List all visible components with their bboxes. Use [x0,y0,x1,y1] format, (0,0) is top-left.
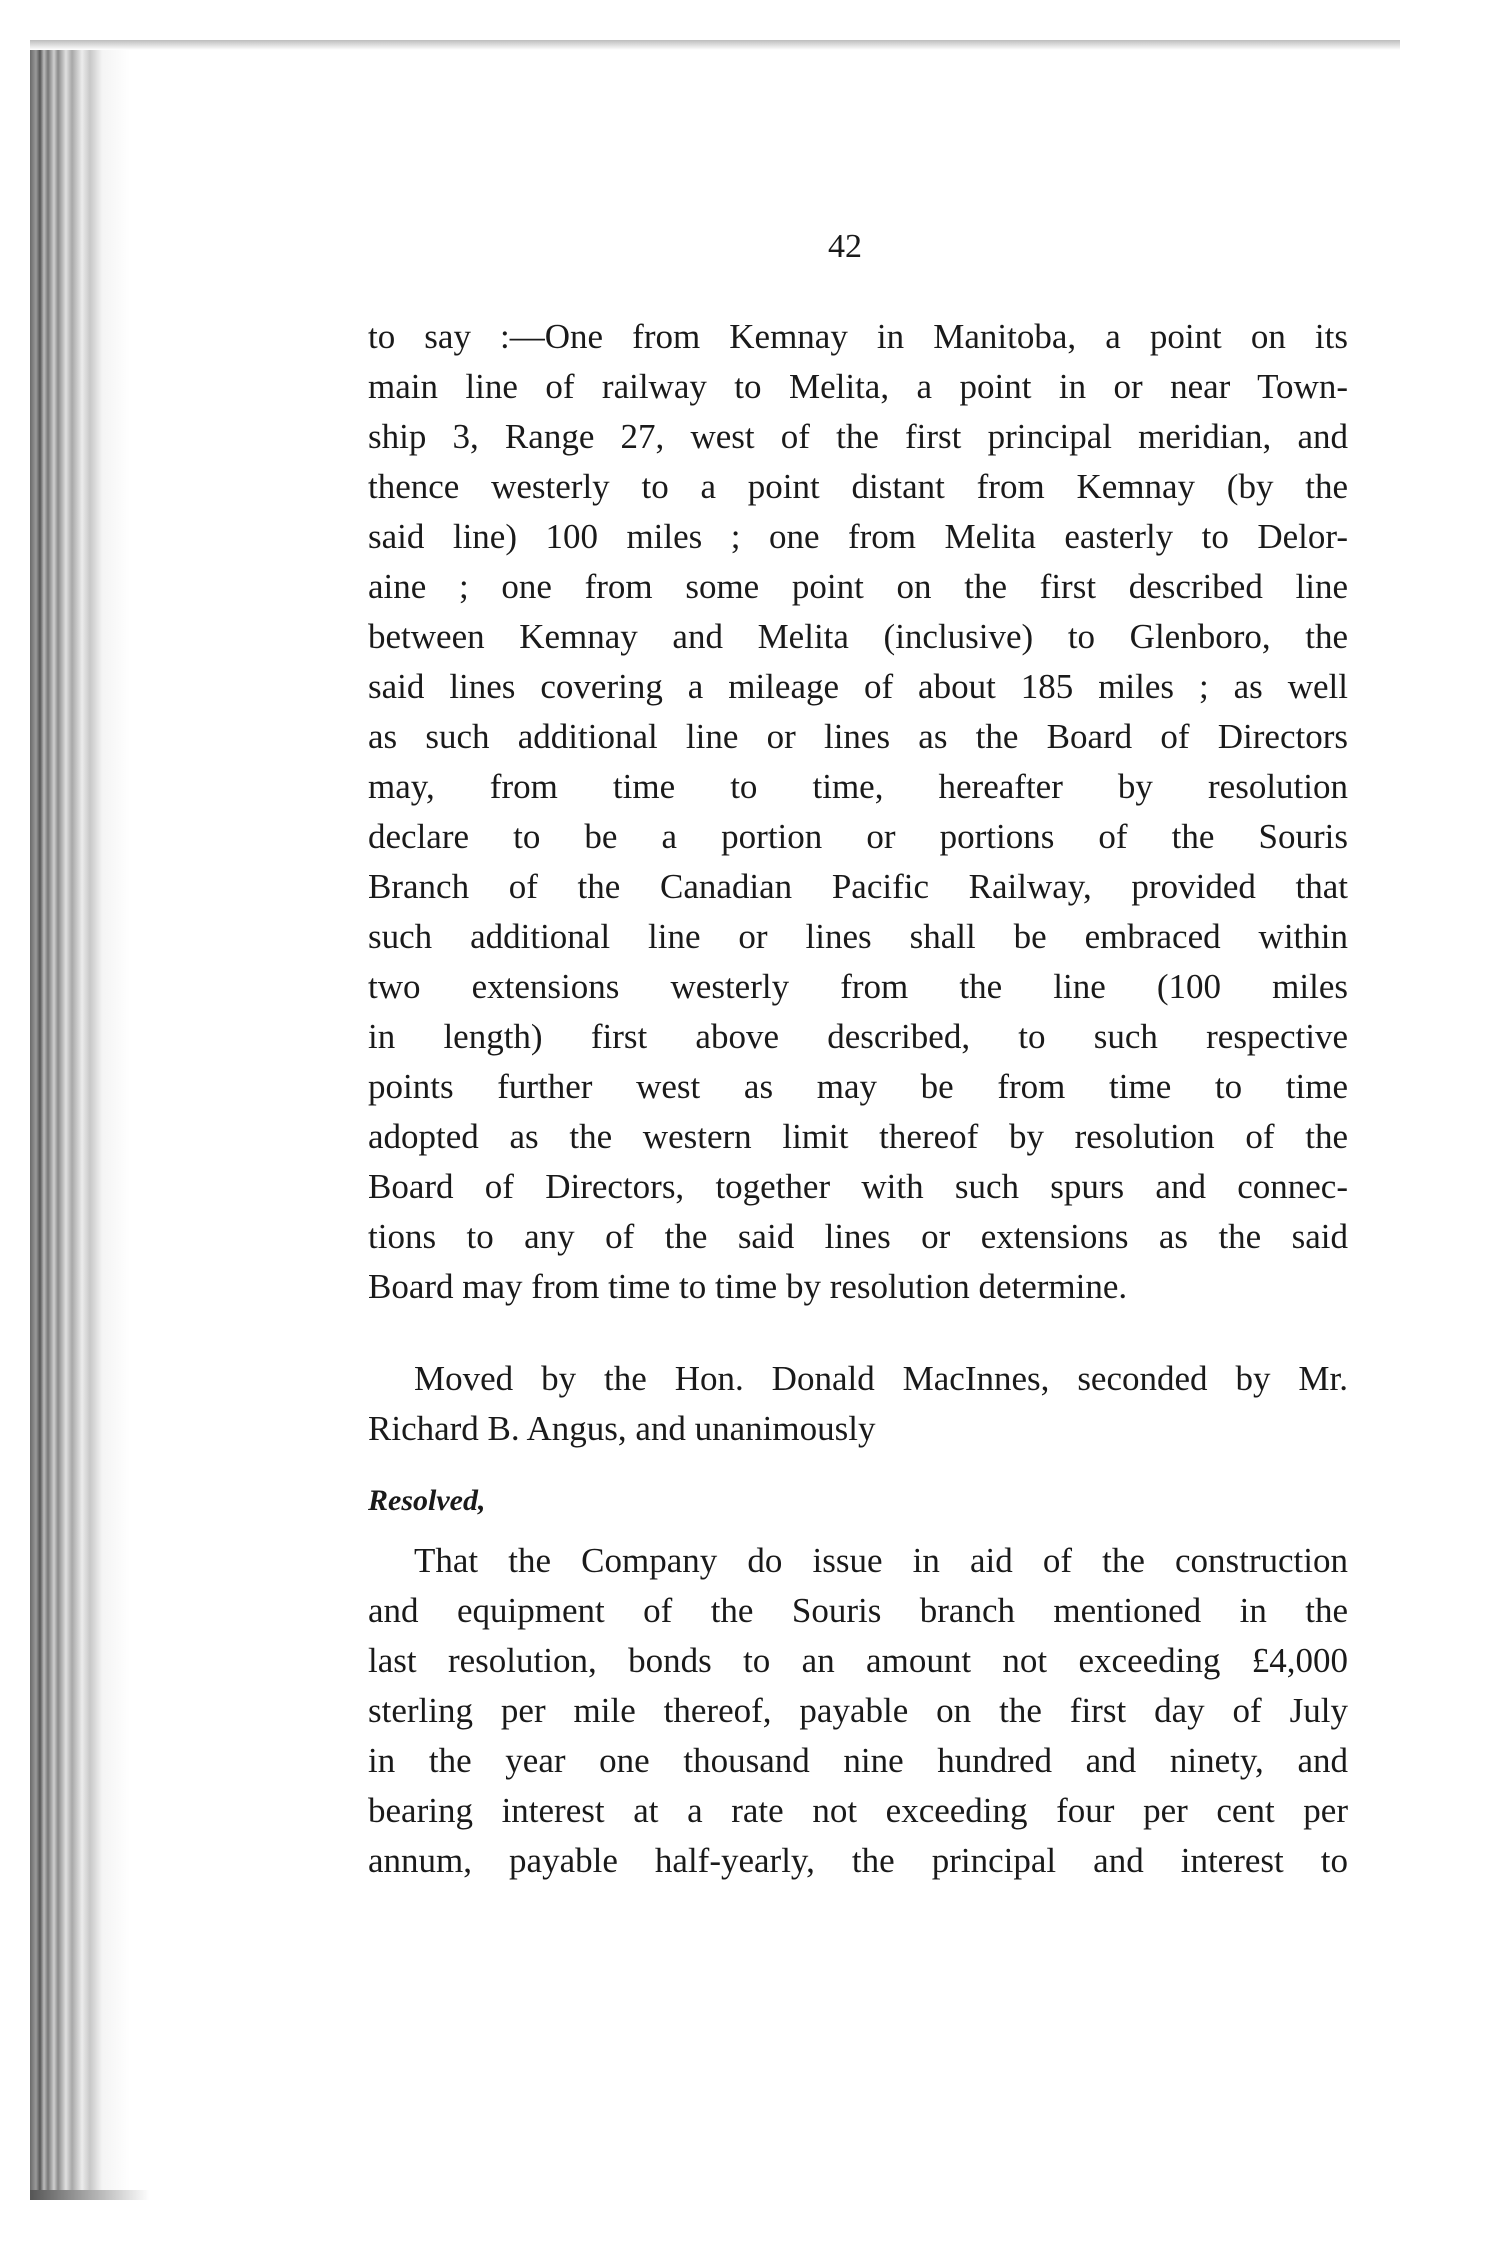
text-line: Moved by the Hon. Donald MacInnes, seconded by Mr. [414,1359,1348,1398]
page-top-edge [30,40,1400,50]
text-line: Board may from time to time by resolution determine. [368,1267,1128,1306]
text-line: as such additional line or lines as the Board of Directors [368,717,1348,756]
text-line: to say :—One from Kemnay in Manitoba, a point on its [368,317,1348,356]
paragraph-spacer [368,1312,1348,1354]
text-line: main line of railway to Melita, a point in or near Town- [368,367,1348,406]
text-line: tions to any of the said lines or extensions as the said [368,1217,1348,1256]
text-line: annum, payable half-yearly, the principal and interest to [368,1841,1348,1880]
text-line: ship 3, Range 27, west of the first principal meridian, and [368,417,1348,456]
text-line: bearing interest at a rate not exceeding four per cent per [368,1791,1348,1830]
paragraph-resolution [368,1536,1348,1886]
text-line: sterling per mile thereof, payable on the first day of July [368,1691,1348,1730]
paragraph-spacer [368,1454,1348,1476]
page-edge-shadow [30,40,130,2200]
text-line: said line) 100 miles ; one from Melita easterly to Delor- [368,517,1348,556]
text-line: Board of Directors, together with such spurs and connec- [368,1167,1348,1206]
resolved-heading: Resolved, [368,1484,486,1517]
text-line: points further west as may be from time to time [368,1067,1348,1106]
page-bottom-edge [30,2190,150,2200]
text-line: declare to be a portion or portions of the Souris [368,817,1348,856]
text-line: That the Company do issue in aid of the construction [414,1541,1348,1580]
text-line: last resolution, bonds to an amount not exceeding £4,000 [368,1641,1348,1680]
paragraph-motion [368,1354,1348,1454]
text-line: said lines covering a mileage of about 185 miles ; as well [368,667,1348,706]
text-line: two extensions westerly from the line (100 miles [368,967,1348,1006]
text-line: adopted as the western limit thereof by resolution of the [368,1117,1348,1156]
text-line: Richard B. Angus, and unanimously [368,1409,876,1448]
text-line: such additional line or lines shall be embraced within [368,917,1348,956]
text-line: and equipment of the Souris branch mentioned in the [368,1591,1348,1630]
text-line: in the year one thousand nine hundred and ninety, and [368,1741,1348,1780]
text-line: may, from time to time, hereafter by resolution [368,767,1348,806]
text-line: between Kemnay and Melita (inclusive) to Glenboro, the [368,617,1348,656]
text-line: aine ; one from some point on the first described line [368,567,1348,606]
paragraph-railway-lines [368,312,1348,1312]
text-line: in length) first above described, to such respective [368,1017,1348,1056]
text-line: thence westerly to a point distant from Kemnay (by the [368,467,1348,506]
text-line: Branch of the Canadian Pacific Railway, provided that [368,867,1348,906]
page-body [368,312,1348,1886]
page-number: 42 [828,228,862,265]
